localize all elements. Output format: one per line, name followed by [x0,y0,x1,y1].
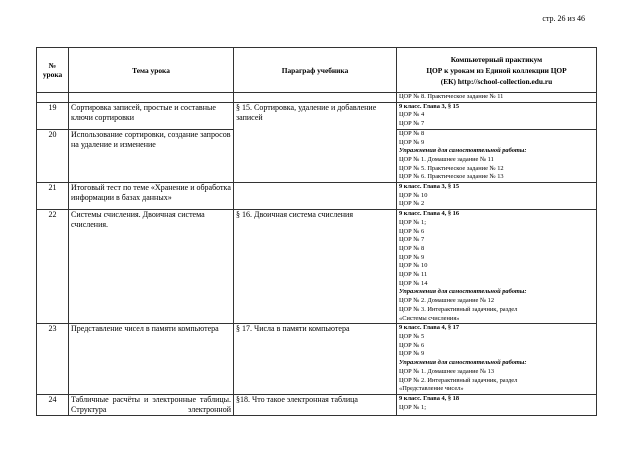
cor-item: ЦОР № 2. Интерактивный задачник, раздел [399,376,518,384]
cor-item: ЦОР № 2 [399,200,425,208]
cor-item: ЦОР № 8 [399,129,425,137]
cor-item: ЦОР № 8 [399,244,425,252]
cor-item: ЦОР № 1. Домашнее задание № 13 [399,367,495,375]
cor-item: ЦОР № 9 [399,350,425,358]
table-row [37,210,597,324]
cor-exercises-heading: Упражнения для самостоятельной работы: [399,288,527,296]
table-row-carryover [37,93,597,103]
page-number: стр. 26 из 46 [542,14,585,23]
cor-item: ЦОР № 2. Домашнее задание № 12 [399,297,495,305]
header-paragraph: Параграф учебника [234,48,397,93]
header-topic: Тема урока [69,48,234,93]
lesson-number: 19 [37,102,69,129]
cor-item: ЦОР № 5. Практическое задание № 12 [399,164,504,172]
lesson-number: 21 [37,183,69,210]
table-row [37,183,597,210]
cor-list [397,102,597,129]
cor-heading: 9 класс. Глава 3, § 15 [399,183,460,191]
lesson-topic: Системы счисления. Двоичная система счисления. [69,210,234,324]
header-lesson-number [37,48,69,93]
lesson-number: 24 [37,394,69,415]
cor-item: «Представление чисел» [399,385,464,393]
lesson-topic: Представление чисел в памяти компьютера [69,324,234,395]
cor-list [397,324,597,395]
lesson-number: 23 [37,324,69,395]
cor-item: ЦОР № 4 [399,111,425,119]
lesson-number: 20 [37,129,69,182]
cor-item: ЦОР № 10 [399,262,428,270]
header-number-word: урока [42,70,63,79]
textbook-paragraph: §18. Что такое электронная таблица [234,394,397,415]
cor-item: ЦОР № 7 [399,120,425,128]
carryover-line: ЦОР № 8. Практическое задание № 11 [399,93,504,100]
cor-item: ЦОР № 6 [399,227,425,235]
cor-item: ЦОР № 9 [399,253,425,261]
header-cor [397,48,597,93]
lesson-number: 22 [37,210,69,324]
table-row [37,324,597,395]
table-header-row [37,48,597,93]
cor-item: ЦОР № 9 [399,138,425,146]
cor-list [397,129,597,182]
cor-item: ЦОР № 10 [399,191,428,199]
textbook-paragraph: § 17. Числа в памяти компьютера [234,324,397,395]
textbook-paragraph [234,183,397,210]
cor-list [397,183,597,210]
lesson-topic: Табличные расчёты и электронные таблицы. Структура электронной [69,394,234,415]
header-cor-line-3: (ЕК) http://school-collection.edu.ru [440,76,553,86]
header-number-symbol: № [48,61,57,70]
cor-item: ЦОР № 6. Практическое задание № 13 [399,173,504,181]
cor-item: ЦОР № 11 [399,271,428,279]
lesson-plan-table [36,47,597,416]
cor-heading: 9 класс. Глава 4, § 16 [399,210,460,218]
cor-item: ЦОР № 3. Интерактивный задачник, раздел [399,305,518,313]
cor-item: ЦОР № 5 [399,332,425,340]
cor-item: ЦОР № 1; [399,218,426,226]
cor-item: ЦОР № 14 [399,279,428,287]
cor-item: ЦОР № 1; [399,403,426,411]
cor-item: «Системы счисления» [399,314,460,322]
cor-item: ЦОР № 6 [399,341,425,349]
cor-item: ЦОР № 1. Домашнее задание № 11 [399,155,494,163]
cor-heading: 9 класс. Глава 4, § 17 [399,324,460,332]
cor-item: ЦОР № 7 [399,236,425,244]
cor-heading: 9 класс. Глава 3, § 15 [399,102,460,110]
cor-exercises-heading: Упражнения для самостоятельной работы: [399,147,527,155]
textbook-paragraph: § 15. Сортировка, удаление и добавление записей [234,102,397,182]
table-row [37,394,597,415]
table-row [37,102,597,129]
cor-list [397,394,597,415]
cor-exercises-heading: Упражнения для самостоятельной работы: [399,359,527,367]
cor-list [397,210,597,324]
lesson-topic: Сортировка записей, простые и составные ключи сортировки [69,102,234,129]
lesson-topic: Использование сортировки, создание запросов на удаление и изменение [69,129,234,182]
header-cor-line-1: Компьютерный практикум [450,54,543,64]
header-cor-line-2: ЦОР к урокам из Единой коллекции ЦОР [426,65,567,75]
lesson-topic: Итоговый тест по теме «Хранение и обработка информации в базах данных» [69,183,234,210]
cor-heading: 9 класс. Глава 4, § 18 [399,394,460,402]
textbook-paragraph: § 16. Двоичная система счисления [234,210,397,324]
